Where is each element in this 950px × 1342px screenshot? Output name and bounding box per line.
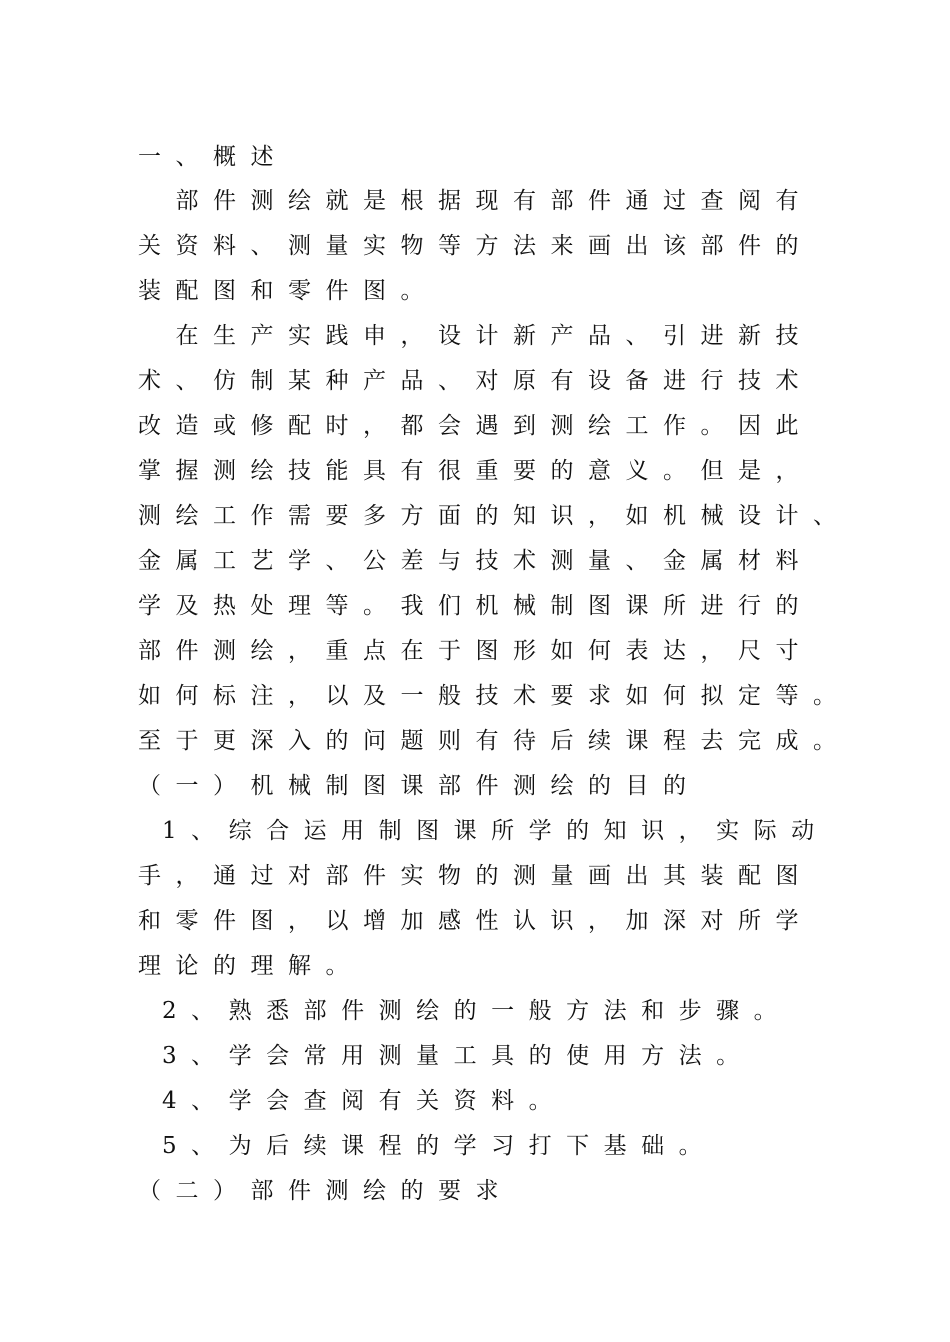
list-item-continuation: 手，通过对部件实物的测量画出其装配图: [138, 863, 813, 889]
paragraph-line: 至于更深入的问题则有待后续课程去完成。: [138, 728, 851, 754]
heading-overview: 一、概述: [138, 144, 288, 170]
paragraph-line: 部件测绘就是根据现有部件通过查阅有: [138, 188, 813, 214]
list-item: 5、为后续课程的学习打下基础。: [162, 1133, 717, 1159]
paragraph-line: 部件测绘，重点在于图形如何表达，尺寸: [138, 638, 813, 664]
list-item-continuation: 理论的理解。: [138, 953, 363, 979]
list-item: 3、学会常用测量工具的使用方法。: [162, 1043, 754, 1069]
section-heading-requirements: （二）部件测绘的要求: [138, 1178, 513, 1204]
section-heading-purpose: （一）机械制图课部件测绘的目的: [138, 773, 701, 799]
list-item: 2、熟悉部件测绘的一般方法和步骤。: [162, 998, 792, 1024]
paragraph-line: 学及热处理等。我们机械制图课所进行的: [138, 593, 813, 619]
paragraph-line: 金属工艺学、公差与技术测量、金属材料: [138, 548, 813, 574]
paragraph-line: 改造或修配时，都会遇到测绘工作。因此: [138, 413, 813, 439]
list-item-continuation: 和零件图，以增加感性认识，加深对所学: [138, 908, 813, 934]
paragraph-line: 掌握测绘技能具有很重要的意义。但是，: [138, 458, 813, 484]
paragraph-line: 术、仿制某种产品、对原有设备进行技术: [138, 368, 813, 394]
paragraph-line: 测绘工作需要多方面的知识，如机械设计、: [138, 503, 851, 529]
paragraph-line: 关资料、测量实物等方法来画出该部件的: [138, 233, 813, 259]
paragraph-line: 装配图和零件图。: [138, 278, 438, 304]
paragraph-line: 如何标注，以及一般技术要求如何拟定等。: [138, 683, 851, 709]
list-item: 4、学会查阅有关资料。: [162, 1088, 567, 1114]
list-item: 1、综合运用制图课所学的知识，实际动: [162, 818, 829, 844]
paragraph-line: 在生产实践申，设计新产品、引进新技: [138, 323, 813, 349]
